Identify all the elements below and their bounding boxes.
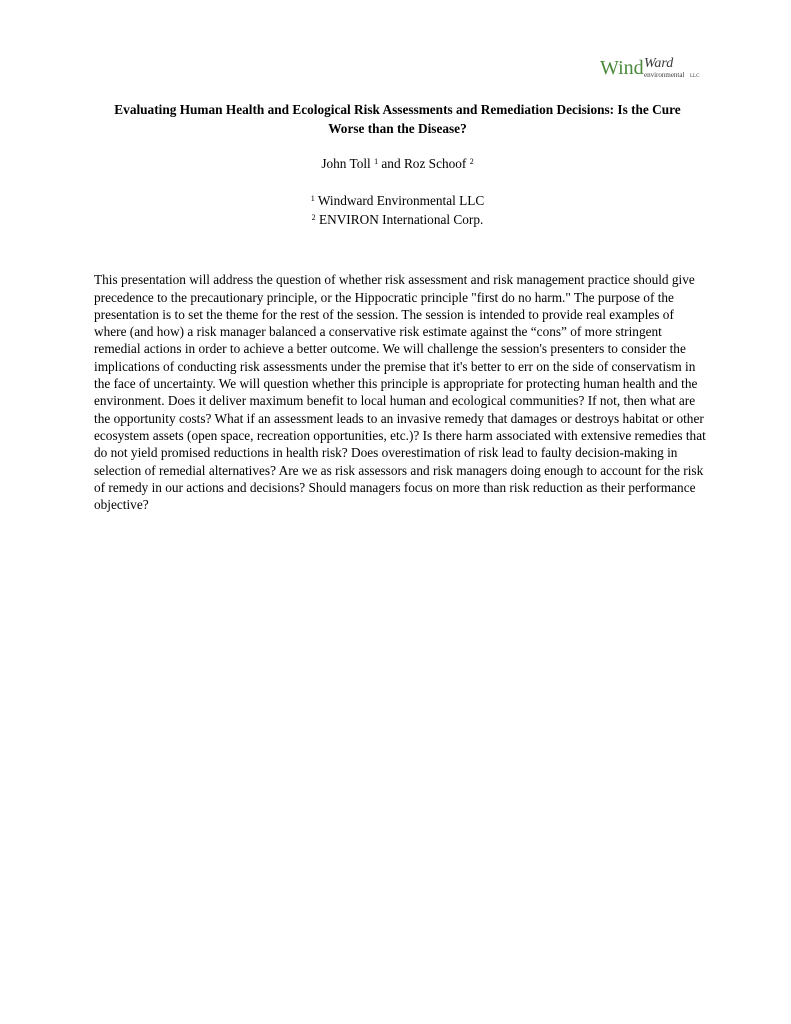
author-connector: and: [381, 156, 401, 171]
author-1-superscript: 1: [374, 157, 379, 166]
affiliation-1-name: Windward Environmental LLC: [317, 193, 485, 208]
logo-llc-text: LLC: [690, 74, 700, 79]
title-line-1: Evaluating Human Health and Ecological Risk Assessments and Remediation Decisions: Is the Cure: [114, 102, 681, 117]
affiliation-2: [95, 210, 700, 229]
affiliation-2-name: ENVIRON International Corp.: [318, 212, 484, 227]
windward-logo: [600, 50, 710, 88]
affiliation-2-superscript: 2: [311, 213, 316, 222]
document-title: [95, 100, 700, 138]
logo-environmental-text: environmental: [644, 71, 685, 79]
affiliation-1: [95, 191, 700, 210]
logo-ward-text: Ward: [644, 56, 674, 71]
author-2: Roz Schoof: [403, 156, 467, 171]
abstract-paragraph: This presentation will address the question of whether risk assessment and risk management practice should give precedence to the precautionary principle, or the Hippocratic principle "first do no harm." The purpose of the presentation is to set the theme for the rest of the session. The session is intended to provide real examples of where (and how) a risk manager balanced a conservative risk estimate against the “cons” of more stringent remedial actions in order to achieve a better outcome. We will challenge the session's presenters to consider the implications of conducting risk assessments under the premise that it's better to err on the side of conservatism in the face of uncertainty. We will question whether this principle is appropriate for protecting human health and the environment. Does it deliver maximum benefit to local human and ecological communities? If not, then what are the opportunity costs? What if an assessment leads to an invasive remedy that damages or destroys habitat or other ecosystem assets (open space, recreation opportunities, etc.)? Is there harm associated with extensive remedies that do not yield promised reductions in health risk? Does overestimation of risk lead to faulty decision-making in selection of remedial alternatives? Are we as risk assessors and risk managers doing enough to account for the risk of remedy in our actions and decisions? Should managers focus on more than risk reduction as their performance objective?: [94, 272, 706, 513]
affiliations: [95, 191, 700, 229]
author-line: [95, 154, 700, 173]
author-1: John Toll: [321, 156, 371, 171]
author-2-superscript: 2: [469, 157, 474, 166]
windward-logo-graphic: [600, 50, 710, 88]
title-line-2: Worse than the Disease?: [328, 121, 467, 136]
logo-wind-text: Wind: [600, 57, 644, 79]
affiliation-1-superscript: 1: [310, 194, 315, 203]
